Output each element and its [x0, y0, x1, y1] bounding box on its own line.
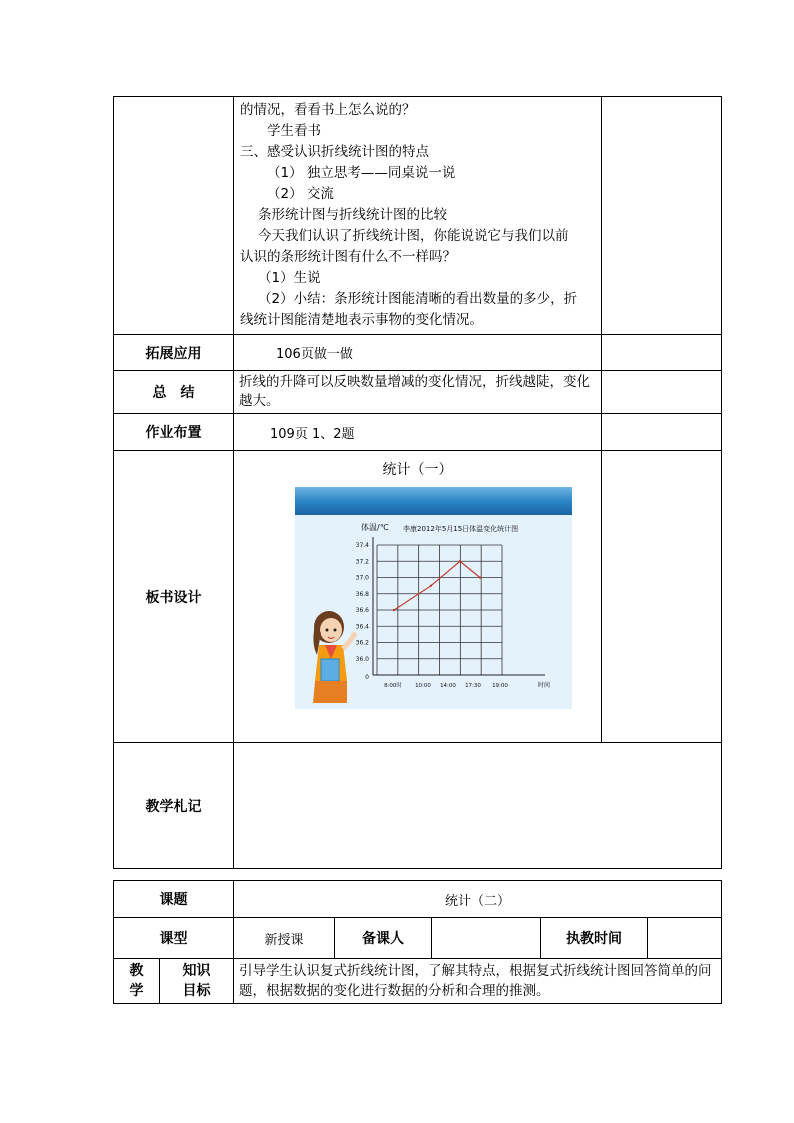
time-label: 执教时间 [541, 918, 648, 959]
y-axis-label: 体温/℃ [361, 523, 389, 532]
x-tick-label: 10:00 [415, 683, 431, 689]
y-tick-label: 37.2 [355, 558, 369, 566]
content-line: （2）小结：条形统计图能清晰的看出数量的多少，折 [258, 291, 578, 307]
extension-label: 拓展应用 [114, 335, 234, 371]
goals-label [114, 959, 160, 1004]
summary-row [114, 371, 722, 414]
board-content [234, 451, 602, 743]
homework-row [114, 414, 722, 451]
series-line [394, 561, 480, 610]
knowledge-label [160, 959, 234, 1004]
y-tick-label: 0 [365, 674, 369, 681]
y-tick-label: 37.4 [355, 542, 369, 549]
y-tick-label: 36.0 [355, 656, 369, 663]
topic-row [114, 881, 722, 918]
blank-cell [602, 414, 722, 451]
x-tick-label: 14:00 [440, 683, 456, 689]
data-point [430, 585, 432, 587]
goals-row [114, 959, 722, 1004]
y-tick-label: 36.6 [355, 607, 369, 615]
y-tick-label: 36.2 [355, 639, 369, 647]
lesson-table-1 [113, 96, 722, 869]
data-point [393, 609, 395, 611]
process-content [234, 97, 602, 335]
homework-text: 109页 1、2题 [270, 426, 355, 442]
content-line: （2） 交流 [267, 186, 334, 202]
content-line: 认识的条形统计图有什么不一样吗？ [240, 249, 456, 265]
chart-figure [295, 487, 572, 709]
goals-label-line-2: 学 [129, 983, 144, 999]
content-line: （1） 独立思考——同桌说一说 [267, 165, 456, 181]
notes-label: 教学札记 [114, 743, 234, 869]
goals-label-line-1: 教 [129, 963, 144, 979]
knowledge-label-line-1: 知识 [182, 963, 211, 979]
notes-cell [602, 97, 722, 335]
content-line: 条形统计图与折线统计图的比较 [258, 207, 447, 223]
notes-row [114, 743, 722, 869]
x-tick-label: 19:00 [492, 683, 508, 689]
content-line: 的情况，看看书上怎么说的？ [240, 102, 416, 118]
data-point [479, 576, 481, 578]
board-label: 板书设计 [114, 451, 234, 743]
content-line: （1）生说 [258, 270, 321, 286]
x-tick-label: 17:30 [465, 683, 481, 689]
preparer-label: 备课人 [335, 918, 432, 959]
type-label: 课型 [114, 918, 234, 959]
process-label-cell [114, 97, 234, 335]
homework-label: 作业布置 [114, 414, 234, 451]
knowledge-label-line-2: 目标 [182, 983, 211, 999]
y-tick-label: 36.8 [355, 590, 369, 598]
knowledge-content: 引导学生认识复式折线统计图，了解其特点，根据复式折线统计图回答简单的问题，根据数据的变化进行数据的分析和合理的推测。 [234, 959, 722, 1004]
girl-illustration [313, 611, 357, 703]
chart-title: 李康2012年5月15日体温变化统计图 [403, 525, 519, 533]
type-value: 新授课 [234, 918, 335, 959]
y-tick-label: 37.0 [355, 574, 369, 582]
blank-cell [602, 451, 722, 743]
preparer-value [432, 918, 541, 959]
type-row [114, 918, 722, 959]
content-line: 今天我们认识了折线统计图，你能说说它与我们以前 [258, 228, 569, 244]
blank-cell [602, 335, 722, 371]
notes-content [234, 743, 722, 869]
content-line: 三、感受认识折线统计图的特点 [240, 144, 429, 160]
content-line: 线统计图能清楚地表示事物的变化情况。 [240, 312, 483, 328]
x-axis-label: 时间 [538, 682, 551, 689]
extension-row [114, 335, 722, 371]
blank-cell [602, 371, 722, 414]
topic-label: 课题 [114, 881, 234, 918]
time-value [648, 918, 722, 959]
extension-text: 106页做一做 [276, 347, 353, 362]
content-line: 学生看书 [267, 123, 321, 139]
y-tick-label: 36.4 [355, 623, 369, 631]
board-row [114, 451, 722, 743]
data-point [459, 560, 461, 562]
x-tick-label: 8:00时 [384, 683, 402, 689]
board-title: 统计（一） [382, 462, 453, 478]
line-chart [295, 487, 572, 709]
process-row [114, 97, 722, 335]
topic-value: 统计（二） [234, 881, 722, 918]
extension-content [234, 335, 602, 371]
chart-banner [295, 487, 572, 515]
summary-label: 总 结 [114, 371, 234, 414]
homework-content [234, 414, 602, 451]
summary-content: 折线的升降可以反映数量增减的变化情况，折线越陡，变化越大。 [234, 371, 602, 414]
lesson-table-2 [113, 880, 722, 1004]
